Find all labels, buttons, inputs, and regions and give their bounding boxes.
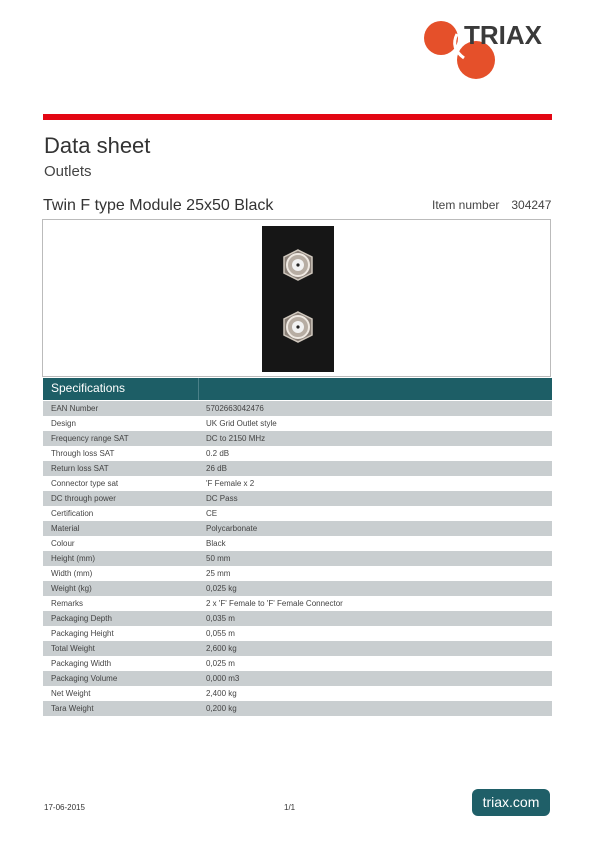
specifications-header xyxy=(43,378,552,400)
item-number xyxy=(432,198,551,212)
footer-page-number: 1/1 xyxy=(284,803,296,812)
spec-key: Net Weight xyxy=(43,686,198,701)
spec-value: Black xyxy=(198,536,552,551)
page-title: Data sheet xyxy=(44,133,151,158)
spec-row xyxy=(43,686,552,701)
spec-value: DC to 2150 MHz xyxy=(198,431,552,446)
spec-key: Material xyxy=(43,521,198,536)
spec-row xyxy=(43,641,552,656)
spec-key: Packaging Volume xyxy=(43,671,198,686)
spec-row xyxy=(43,566,552,581)
spec-row xyxy=(43,551,552,566)
footer-date: 17-06-2015 xyxy=(44,803,85,812)
spec-key: Design xyxy=(43,416,198,431)
item-number-value: 304247 xyxy=(511,198,552,212)
spec-row xyxy=(43,656,552,671)
page-subtitle: Outlets xyxy=(44,163,92,180)
spec-value: 0,200 kg xyxy=(198,701,552,716)
spec-key: Frequency range SAT xyxy=(43,431,198,446)
spec-value: CE xyxy=(198,506,552,521)
spec-value: 2 x 'F' Female to 'F' Female Connector xyxy=(198,596,552,611)
spec-key: Height (mm) xyxy=(43,551,198,566)
spec-row xyxy=(43,401,552,416)
spec-key: Weight (kg) xyxy=(43,581,198,596)
item-number-label: Item number xyxy=(432,198,500,212)
spec-key: EAN Number xyxy=(43,401,198,416)
spec-key: DC through power xyxy=(43,491,198,506)
spec-row xyxy=(43,446,552,461)
spec-row xyxy=(43,701,552,716)
spec-key: Total Weight xyxy=(43,641,198,656)
spec-key: Packaging Height xyxy=(43,626,198,641)
spec-row xyxy=(43,596,552,611)
twin-f-connector-module-icon xyxy=(262,226,334,372)
brand-name: TRIAX xyxy=(464,20,542,50)
product-name: Twin F type Module 25x50 Black xyxy=(43,197,274,214)
spec-value: Polycarbonate xyxy=(198,521,552,536)
spec-row xyxy=(43,536,552,551)
header-column-divider xyxy=(198,378,199,400)
spec-value: 25 mm xyxy=(198,566,552,581)
spec-key: Packaging Width xyxy=(43,656,198,671)
product-image-frame xyxy=(42,219,551,377)
spec-value: 0.2 dB xyxy=(198,446,552,461)
spec-key: Certification xyxy=(43,506,198,521)
header-divider xyxy=(43,114,552,120)
spec-value: UK Grid Outlet style xyxy=(198,416,552,431)
spec-value: 50 mm xyxy=(198,551,552,566)
spec-key: Connector type sat xyxy=(43,476,198,491)
spec-value: 5702663042476 xyxy=(198,401,552,416)
spec-key: Tara Weight xyxy=(43,701,198,716)
spec-key: Through loss SAT xyxy=(43,446,198,461)
spec-value: DC Pass xyxy=(198,491,552,506)
spec-value: 'F Female x 2 xyxy=(198,476,552,491)
spec-value: 0,025 kg xyxy=(198,581,552,596)
spec-key: Width (mm) xyxy=(43,566,198,581)
spec-value: 2,600 kg xyxy=(198,641,552,656)
spec-row xyxy=(43,416,552,431)
spec-value: 0,025 m xyxy=(198,656,552,671)
spec-row xyxy=(43,491,552,506)
triax-logo xyxy=(424,18,554,82)
spec-row xyxy=(43,521,552,536)
spec-key: Return loss SAT xyxy=(43,461,198,476)
spec-key: Colour xyxy=(43,536,198,551)
spec-key: Packaging Depth xyxy=(43,611,198,626)
website-link[interactable]: triax.com xyxy=(472,789,550,816)
f-connector-icon xyxy=(262,226,334,372)
spec-row xyxy=(43,626,552,641)
spec-key: Remarks xyxy=(43,596,198,611)
spec-value: 2,400 kg xyxy=(198,686,552,701)
spec-row xyxy=(43,581,552,596)
spec-value: 26 dB xyxy=(198,461,552,476)
specifications-heading: Specifications xyxy=(51,381,126,395)
spec-row xyxy=(43,431,552,446)
spec-row xyxy=(43,476,552,491)
spec-row xyxy=(43,611,552,626)
spec-value: 0,000 m3 xyxy=(198,671,552,686)
specifications-table xyxy=(43,401,552,716)
spec-value: 0,055 m xyxy=(198,626,552,641)
spec-row xyxy=(43,506,552,521)
spec-row xyxy=(43,671,552,686)
spec-row xyxy=(43,461,552,476)
spec-value: 0,035 m xyxy=(198,611,552,626)
